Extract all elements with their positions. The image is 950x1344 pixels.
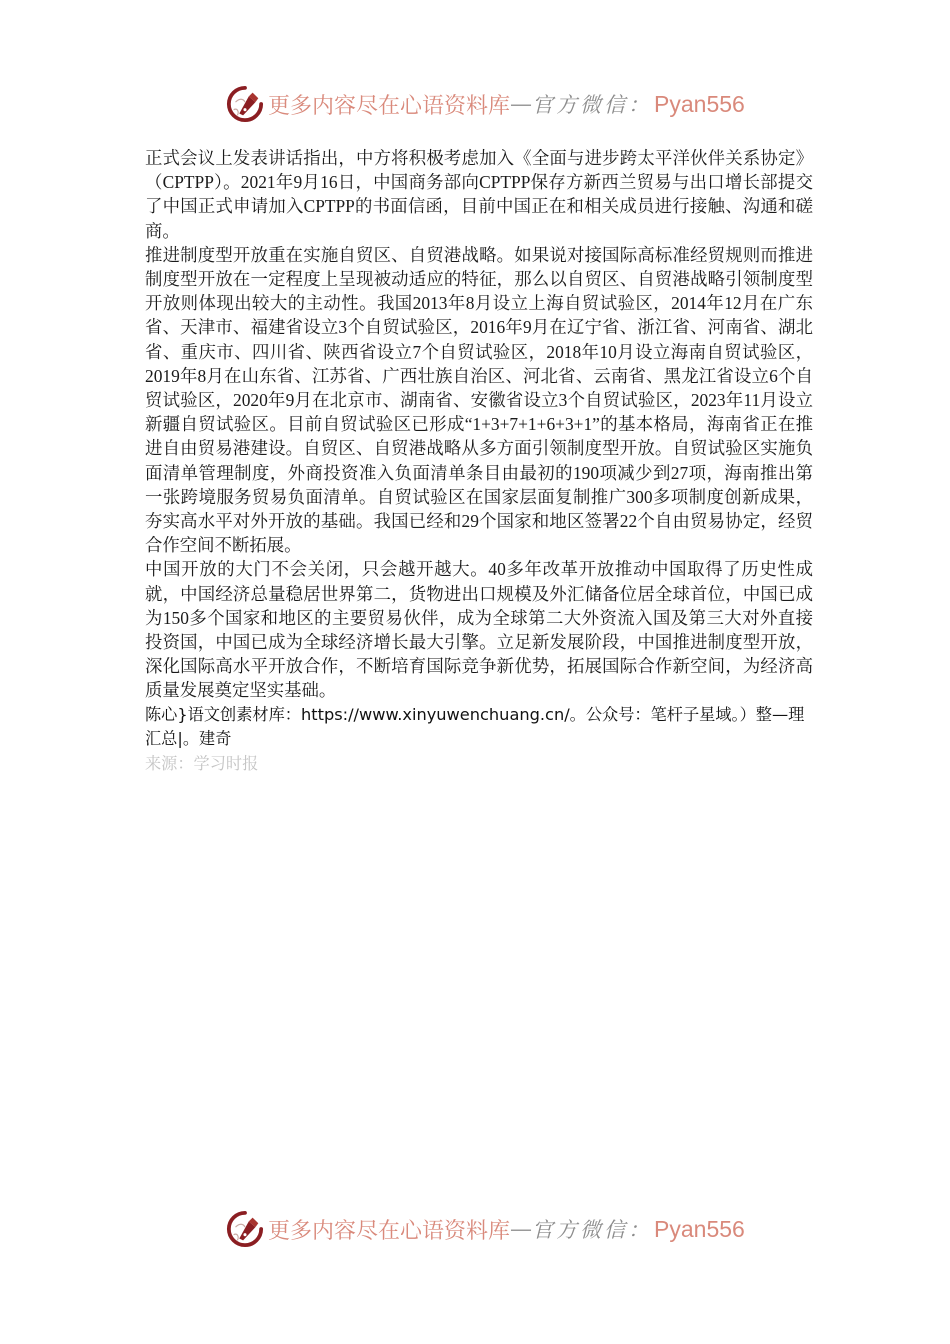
article-paragraph: 推进制度型开放重在实施自贸区、自贸港战略。如果说对接国际高标准经贸规则而推进制度型开放在一定程度上呈现被动适应的特征，那么以自贸区、自贸港战略引领制度型开放则体现出较大的主动性。我国2013年8月设立上海自贸试验区，2014年12月在广东省、天津市、福建省设立3个自贸试验区，2016年9月在辽宁省、浙江省、河南省、湖北省、重庆市、四川省、陕西省设立7个自贸试验区，2018年10月设立海南自贸试验区，2019年8月在山东省、江苏省、广西壮族自治区、河北省、云南省、黑龙江省设立6个自贸试验区，2020年9月在北京市、湖南省、安徽省设立3个自贸试验区，2023年11月设立新疆自贸试验区。目前自贸试验区已形成“1+3+7+1+6+3+1”的基本格局，海南省正在推进自由贸易港建设。自贸区、自贸港战略从多方面引领制度型开放。自贸试验区实施负面清单管理制度，外商投资准入负面清单条目由最初的190项减少到27项，海南推出第一张跨境服务贸易负面清单。自贸试验区在国家层面复制推广300多项制度创新成果，夯实高水平对外开放的基础。我国已经和29个国家和地区签署22个自由贸易协定，经贸合作空间不断拓展。	[145, 244, 813, 556]
banner-dash: —	[510, 1216, 533, 1242]
banner-dash: —	[510, 91, 533, 117]
banner-wechat-id: Pyan556	[654, 1215, 745, 1242]
header-banner	[226, 82, 745, 126]
banner-wechat-label: 官方微信：	[532, 1218, 653, 1242]
banner-title: 更多内容尽在心语资料库	[268, 93, 511, 119]
article-body	[145, 146, 813, 776]
pen-nib-circle-icon	[226, 85, 264, 123]
article-paragraph: 正式会议上发表讲话指出，中方将积极考虑加入《全面与进步跨太平洋伙伴关系协定》（CPTPP）。2021年9月16日，中国商务部向CPTPP保存方新西兰贸易与出口增长部提交了中国正式申请加入CPTPP的书面信函，目前中国正在和相关成员进行接触、沟通和磋商。	[145, 148, 813, 241]
banner-wechat-id: Pyan556	[654, 90, 745, 117]
banner-title: 更多内容尽在心语资料库	[268, 1218, 511, 1244]
compiler-note: 陈心}语文创素材库：https://www.xinyuwenchuang.cn/。公众号：笔杆子星域。）整—理汇总|。建奇	[145, 704, 805, 748]
source-line: 来源：学习时报	[145, 754, 259, 774]
banner-wechat-label: 官方微信：	[532, 93, 653, 117]
pen-nib-circle-icon	[226, 1210, 264, 1248]
footer-banner	[226, 1207, 745, 1251]
article-paragraph: 中国开放的大门不会关闭，只会越开越大。40多年改革开放推动中国取得了历史性成就，中国经济总量稳居世界第二，货物进出口规模及外汇储备位居全球首位，中国已成为150多个国家和地区的主要贸易伙伴，成为全球第二大外资流入国及第三大对外直接投资国，中国已成为全球经济增长最大引擎。立足新发展阶段，中国推进制度型开放，深化国际高水平开放合作，不断培育国际竞争新优势，拓展国际合作新空间，为经济高质量发展奠定坚实基础。	[145, 559, 813, 701]
